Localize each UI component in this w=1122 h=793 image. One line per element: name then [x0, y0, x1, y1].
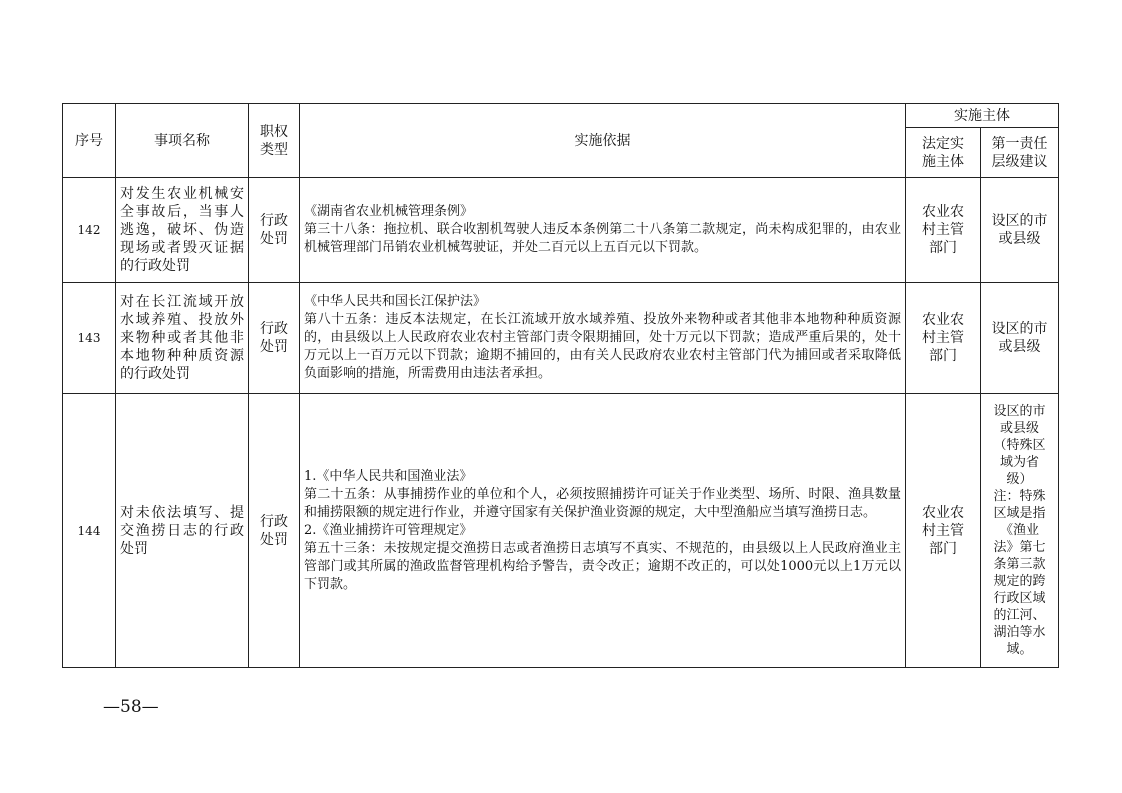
table-row	[63, 283, 1059, 394]
header-subject: 实施主体	[906, 104, 1059, 128]
table-row	[63, 394, 1059, 668]
basis-line: 第二十五条：从事捕捞作业的单位和个人，必须按照捕捞许可证关于作业类型、场所、时限、渔具数量和捕捞限额的规定进行作业，并遵守国家有关保护渔业资源的规定，大中型渔船应当填写渔捞日志。	[304, 486, 901, 520]
row-type: 行政 处罚	[249, 283, 300, 394]
row-legal-subject: 农业农 村主管 部门	[906, 283, 981, 394]
row-type: 行政 处罚	[249, 394, 300, 668]
table-row	[63, 178, 1059, 283]
row-name: 对发生农业机械安全事故后，当事人逃逸，破坏、伪造现场或者毁灭证据的行政处罚	[116, 178, 249, 283]
header-first-level: 第一责任 层级建议	[981, 128, 1059, 178]
header-seq: 序号	[63, 104, 116, 178]
row-seq: 144	[63, 394, 116, 668]
header-name: 事项名称	[116, 104, 249, 178]
row-basis	[300, 394, 906, 668]
row-legal-subject: 农业农 村主管 部门	[906, 394, 981, 668]
basis-line: 第三十八条：拖拉机、联合收割机驾驶人违反本条例第二十八条第二款规定，尚未构成犯罪的，由农业机械管理部门吊销农业机械驾驶证，并处二百元以上五百元以下罚款。	[304, 222, 901, 255]
header-type: 职权 类型	[249, 104, 300, 178]
row-basis	[300, 178, 906, 283]
row-type: 行政 处罚	[249, 178, 300, 283]
row-legal-subject: 农业农 村主管 部门	[906, 178, 981, 283]
regulation-table	[62, 103, 1059, 668]
basis-line: 第五十三条：未按规定提交渔捞日志或者渔捞日志填写不真实、不规范的，由县级以上人民政府渔业主管部门或其所属的渔政监督管理机构给予警告，责令改正；逾期不改正的，可以处1000元以上1万元以下罚款。	[304, 540, 901, 592]
basis-line: 第八十五条：违反本法规定，在长江流域开放水域养殖、投放外来物种或者其他非本地物种种质资源的，由县级以上人民政府农业农村主管部门责令限期捕回，处十万元以下罚款；造成严重后果的，处十万元以上一百万元以下罚款；逾期不捕回的，由有关人民政府农业农村主管部门代为捕回或者采取降低负面影响的措施，所需费用由违法者承担。	[304, 312, 901, 381]
row-seq: 143	[63, 283, 116, 394]
row-first-level: 设区的市 或县级	[981, 283, 1059, 394]
page-number: —58—	[103, 697, 159, 717]
basis-line: 1.《中华人民共和国渔业法》	[304, 468, 473, 484]
row-first-level: 设区的市 或县级	[981, 178, 1059, 283]
basis-line: 2.《渔业捕捞许可管理规定》	[304, 522, 473, 538]
row-name: 对在长江流域开放水域养殖、投放外来物种或者其他非本地物种种质资源的行政处罚	[116, 283, 249, 394]
basis-line: 《中华人民共和国长江保护法》	[304, 294, 487, 309]
row-name: 对未依法填写、提交渔捞日志的行政处罚	[116, 394, 249, 668]
basis-line: 《湖南省农业机械管理条例》	[304, 204, 474, 219]
row-seq: 142	[63, 178, 116, 283]
header-legal-subject: 法定实 施主体	[906, 128, 981, 178]
header-basis: 实施依据	[300, 104, 906, 178]
row-first-level: 设区的市 或县级 （特殊区 域为省 级） 注：特殊 区域是指 《渔业 法》第七 条第三款 规定的跨 行政区域 的江河、 湖泊等水 域。	[981, 394, 1059, 668]
row-basis	[300, 283, 906, 394]
